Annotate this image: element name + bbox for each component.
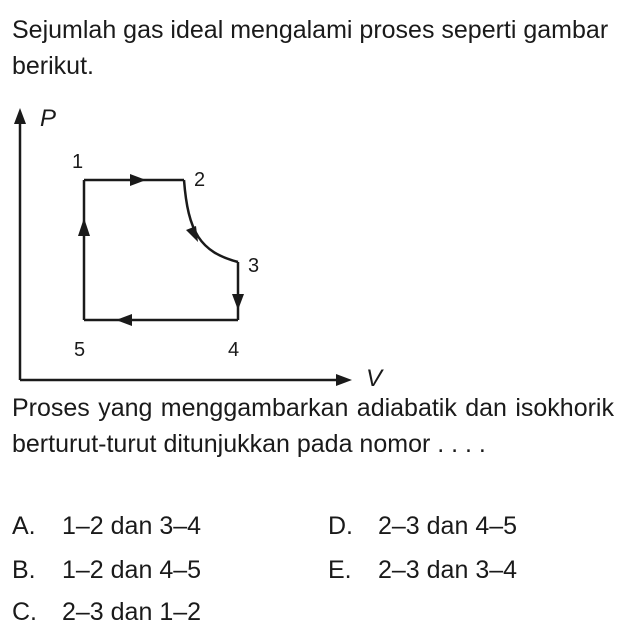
answer-options: [12, 502, 612, 632]
y-axis-label: P: [40, 105, 57, 132]
arrow-3-4-icon: [232, 294, 244, 310]
option-letter: C.: [12, 598, 37, 626]
arrow-2-3-icon: [186, 226, 198, 242]
option-letter: D.: [328, 512, 353, 540]
option-text: 1–2 dan 3–4: [62, 512, 202, 540]
option-text: 2–3 dan 4–5: [378, 512, 518, 540]
option-letter: A.: [12, 512, 36, 540]
x-axis-arrow-icon: [336, 374, 352, 386]
arrow-1-2-icon: [130, 174, 146, 186]
option-text: 2–3 dan 1–2: [62, 598, 202, 626]
arrow-4-5-icon: [116, 314, 132, 326]
pv-diagram: [0, 100, 420, 390]
option-text: 2–3 dan 3–4: [378, 556, 518, 584]
question-stem: Sejumlah gas ideal mengalami proses seperti gambar berikut.: [12, 16, 609, 80]
point-label-3: 3: [248, 255, 260, 277]
y-axis-arrow-icon: [14, 108, 26, 124]
point-label-4: 4: [228, 339, 240, 361]
option-a[interactable]: [12, 508, 201, 544]
point-label-2: 2: [194, 169, 206, 191]
x-axis-label: V: [366, 365, 383, 390]
option-letter: E.: [328, 556, 352, 584]
arrow-5-1-icon: [78, 218, 90, 236]
option-c[interactable]: [12, 594, 201, 630]
question-prompt: Proses yang menggambarkan adiabatik dan isokhorik berturut-turut ditunjukkan pada nomor . . . .: [12, 394, 614, 458]
option-e[interactable]: [328, 552, 517, 588]
point-label-1: 1: [72, 151, 84, 173]
option-d[interactable]: [328, 508, 517, 544]
point-label-5: 5: [74, 339, 86, 361]
process-2-3: [184, 180, 238, 262]
option-b[interactable]: [12, 552, 201, 588]
option-text: 1–2 dan 4–5: [62, 556, 202, 584]
option-letter: B.: [12, 556, 36, 584]
